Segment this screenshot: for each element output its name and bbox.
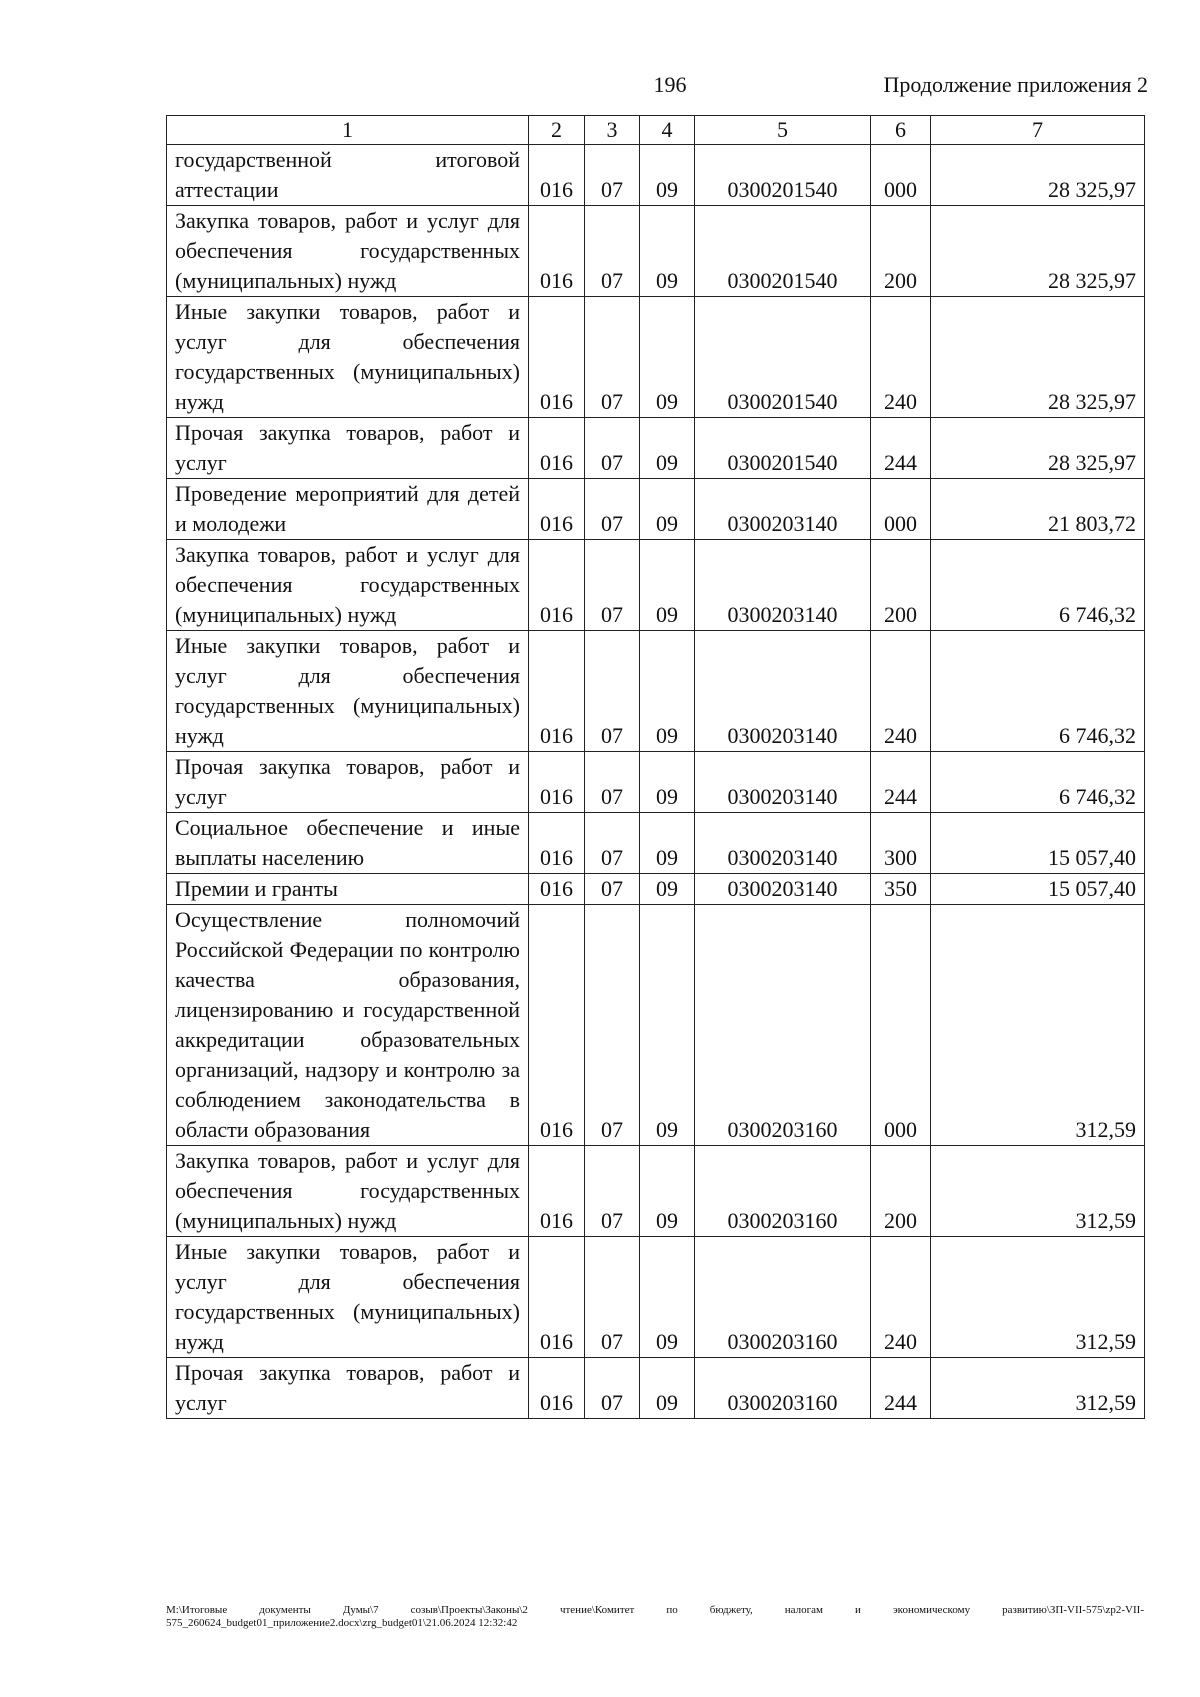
- section-cell: 07: [585, 874, 640, 905]
- ministry-code-cell: 016: [529, 418, 585, 479]
- table-row: [167, 418, 1145, 479]
- column-header: 6: [871, 116, 931, 145]
- item-name-cell: Иные закупки товаров, работ и услуг для обеспечения государственных (муниципальных) нужд: [167, 631, 529, 752]
- target-article-cell: 0300201540: [695, 297, 871, 418]
- amount-cell: 21 803,72: [931, 479, 1145, 540]
- section-cell: 07: [585, 752, 640, 813]
- target-article-cell: 0300203140: [695, 752, 871, 813]
- table-row: [167, 1358, 1145, 1419]
- table-row: [167, 540, 1145, 631]
- expense-type-cell: 244: [871, 418, 931, 479]
- file-path-footer: M:\Итоговые документы Думы\7 созыв\Проекты\Законы\2 чтение\Комитет по бюджету, налогам и экономическому развитию\ЗП-VII-575\zp2-VII-575_260624_budget01_приложение2.docx\zrg_budget01\21.06.2024 12:32:42: [166, 1604, 1144, 1629]
- section-cell: 07: [585, 631, 640, 752]
- subsection-cell: 09: [640, 905, 695, 1146]
- expense-type-cell: 200: [871, 540, 931, 631]
- ministry-code-cell: 016: [529, 145, 585, 206]
- table-row: [167, 631, 1145, 752]
- amount-cell: 28 325,97: [931, 206, 1145, 297]
- target-article-cell: 0300201540: [695, 418, 871, 479]
- item-name-cell: Закупка товаров, работ и услуг для обеспечения государственных (муниципальных) нужд: [167, 1146, 529, 1237]
- table-row: [167, 1237, 1145, 1358]
- amount-cell: 312,59: [931, 1358, 1145, 1419]
- page-number: 196: [653, 72, 687, 97]
- budget-table: [166, 115, 1145, 1419]
- ministry-code-cell: 016: [529, 540, 585, 631]
- subsection-cell: 09: [640, 540, 695, 631]
- expense-type-cell: 244: [871, 752, 931, 813]
- subsection-cell: 09: [640, 1358, 695, 1419]
- target-article-cell: 0300203160: [695, 1146, 871, 1237]
- amount-cell: 28 325,97: [931, 297, 1145, 418]
- ministry-code-cell: 016: [529, 1358, 585, 1419]
- subsection-cell: 09: [640, 418, 695, 479]
- expense-type-cell: 244: [871, 1358, 931, 1419]
- ministry-code-cell: 016: [529, 874, 585, 905]
- ministry-code-cell: 016: [529, 479, 585, 540]
- subsection-cell: 09: [640, 813, 695, 874]
- table-row: [167, 905, 1145, 1146]
- expense-type-cell: 000: [871, 905, 931, 1146]
- section-cell: 07: [585, 145, 640, 206]
- ministry-code-cell: 016: [529, 905, 585, 1146]
- column-header: 4: [640, 116, 695, 145]
- section-cell: 07: [585, 1237, 640, 1358]
- target-article-cell: 0300201540: [695, 206, 871, 297]
- amount-cell: 312,59: [931, 1237, 1145, 1358]
- expense-type-cell: 300: [871, 813, 931, 874]
- item-name-cell: Иные закупки товаров, работ и услуг для обеспечения государственных (муниципальных) нужд: [167, 297, 529, 418]
- amount-cell: 28 325,97: [931, 418, 1145, 479]
- column-header: 7: [931, 116, 1145, 145]
- expense-type-cell: 000: [871, 145, 931, 206]
- table-row: [167, 813, 1145, 874]
- column-header: 1: [167, 116, 529, 145]
- ministry-code-cell: 016: [529, 813, 585, 874]
- ministry-code-cell: 016: [529, 297, 585, 418]
- expense-type-cell: 350: [871, 874, 931, 905]
- expense-type-cell: 200: [871, 206, 931, 297]
- target-article-cell: 0300203140: [695, 540, 871, 631]
- amount-cell: 28 325,97: [931, 145, 1145, 206]
- subsection-cell: 09: [640, 297, 695, 418]
- ministry-code-cell: 016: [529, 1237, 585, 1358]
- table-row: [167, 206, 1145, 297]
- ministry-code-cell: 016: [529, 206, 585, 297]
- table-row: [167, 145, 1145, 206]
- item-name-cell: Закупка товаров, работ и услуг для обеспечения государственных (муниципальных) нужд: [167, 206, 529, 297]
- item-name-cell: Иные закупки товаров, работ и услуг для обеспечения государственных (муниципальных) нужд: [167, 1237, 529, 1358]
- expense-type-cell: 240: [871, 1237, 931, 1358]
- subsection-cell: 09: [640, 479, 695, 540]
- expense-type-cell: 200: [871, 1146, 931, 1237]
- section-cell: 07: [585, 540, 640, 631]
- expense-type-cell: 240: [871, 297, 931, 418]
- target-article-cell: 0300203160: [695, 1358, 871, 1419]
- ministry-code-cell: 016: [529, 1146, 585, 1237]
- amount-cell: 6 746,32: [931, 752, 1145, 813]
- section-cell: 07: [585, 297, 640, 418]
- item-name-cell: Премии и гранты: [167, 874, 529, 905]
- item-name-cell: Осуществление полномочий Российской Федерации по контролю качества образования, лицензированию и государственной аккредитации образовательных организаций, надзору и контролю за соблюдением законодательства в области образования: [167, 905, 529, 1146]
- ministry-code-cell: 016: [529, 752, 585, 813]
- subsection-cell: 09: [640, 1146, 695, 1237]
- table-row: [167, 297, 1145, 418]
- table-row: [167, 874, 1145, 905]
- table-row: [167, 1146, 1145, 1237]
- amount-cell: 6 746,32: [931, 631, 1145, 752]
- subsection-cell: 09: [640, 631, 695, 752]
- section-cell: 07: [585, 1358, 640, 1419]
- amount-cell: 312,59: [931, 905, 1145, 1146]
- subsection-cell: 09: [640, 874, 695, 905]
- section-cell: 07: [585, 813, 640, 874]
- section-cell: 07: [585, 1146, 640, 1237]
- target-article-cell: 0300203140: [695, 479, 871, 540]
- expense-type-cell: 000: [871, 479, 931, 540]
- section-cell: 07: [585, 479, 640, 540]
- continuation-label: Продолжение приложения 2: [883, 72, 1148, 97]
- column-header: 3: [585, 116, 640, 145]
- item-name-cell: Закупка товаров, работ и услуг для обеспечения государственных (муниципальных) нужд: [167, 540, 529, 631]
- amount-cell: 15 057,40: [931, 874, 1145, 905]
- table-row: [167, 752, 1145, 813]
- subsection-cell: 09: [640, 206, 695, 297]
- subsection-cell: 09: [640, 752, 695, 813]
- target-article-cell: 0300203140: [695, 813, 871, 874]
- column-header: 2: [529, 116, 585, 145]
- target-article-cell: 0300203140: [695, 874, 871, 905]
- target-article-cell: 0300203140: [695, 631, 871, 752]
- target-article-cell: 0300203160: [695, 905, 871, 1146]
- expense-type-cell: 240: [871, 631, 931, 752]
- section-cell: 07: [585, 206, 640, 297]
- subsection-cell: 09: [640, 145, 695, 206]
- item-name-cell: Прочая закупка товаров, работ и услуг: [167, 1358, 529, 1419]
- section-cell: 07: [585, 418, 640, 479]
- item-name-cell: Прочая закупка товаров, работ и услуг: [167, 418, 529, 479]
- item-name-cell: Проведение мероприятий для детей и молодежи: [167, 479, 529, 540]
- amount-cell: 15 057,40: [931, 813, 1145, 874]
- subsection-cell: 09: [640, 1237, 695, 1358]
- amount-cell: 312,59: [931, 1146, 1145, 1237]
- ministry-code-cell: 016: [529, 631, 585, 752]
- table-row: [167, 479, 1145, 540]
- target-article-cell: 0300201540: [695, 145, 871, 206]
- target-article-cell: 0300203160: [695, 1237, 871, 1358]
- section-cell: 07: [585, 905, 640, 1146]
- item-name-cell: Социальное обеспечение и иные выплаты населению: [167, 813, 529, 874]
- item-name-cell: Прочая закупка товаров, работ и услуг: [167, 752, 529, 813]
- amount-cell: 6 746,32: [931, 540, 1145, 631]
- column-header: 5: [695, 116, 871, 145]
- item-name-cell: государственной итоговой аттестации: [167, 145, 529, 206]
- header-row: [167, 116, 1145, 145]
